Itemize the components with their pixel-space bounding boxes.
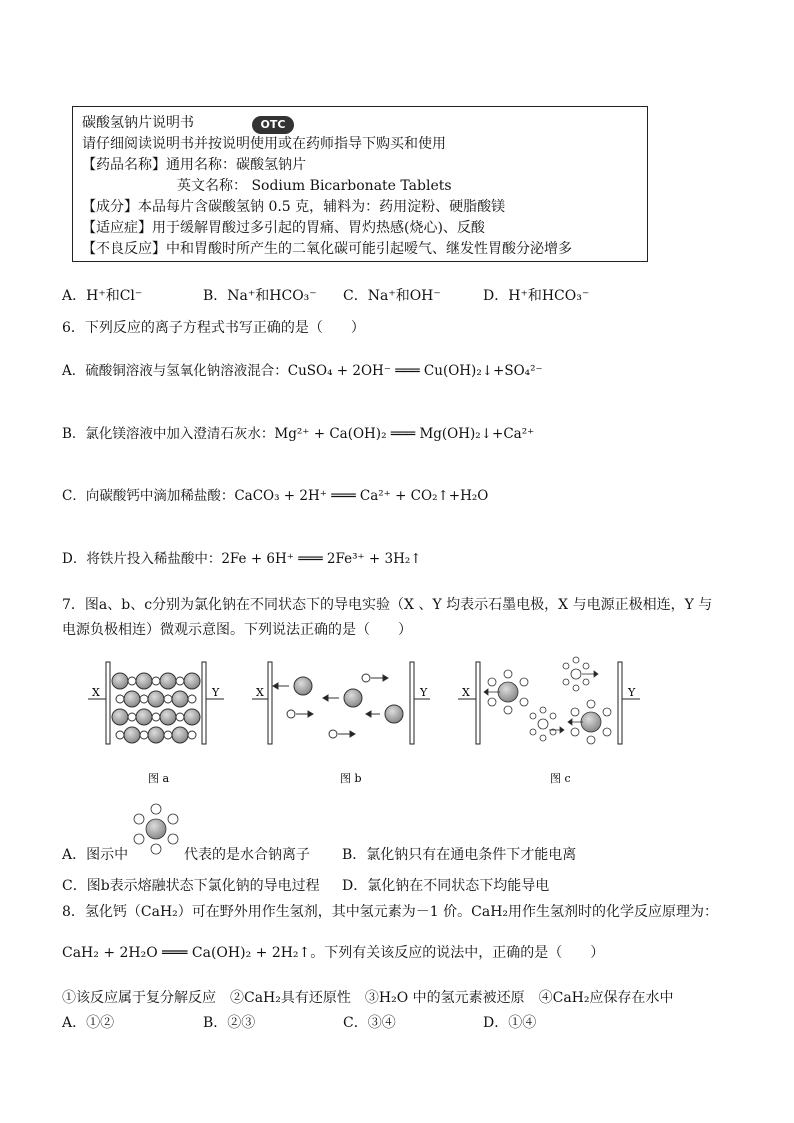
q6-stem: 6．下列反应的离子方程式书写正确的是（ ）: [62, 320, 365, 336]
electrode-y-label: Y: [212, 686, 220, 699]
instruction-line: 【适应症】用于缓解胃酸过多引起的胃痛、胃灼热感(烧心)、反酸: [82, 220, 485, 236]
figure-b-caption: 图 b: [340, 772, 362, 785]
q7-stem-line2: 电源负极相连）微观示意图。下列说法正确的是（ ）: [62, 622, 412, 638]
q6-option-b[interactable]: B．氯化镁溶液中加入澄清石灰水：Mg²⁺ + Ca(OH)₂ ═══ Mg(OH)₂↓+Ca²⁺: [62, 426, 535, 442]
electrode-y-label: Y: [628, 686, 636, 699]
q7-option-d[interactable]: D．氯化钠在不同状态下均能导电: [342, 878, 550, 894]
hydrated-ion-icon: [130, 800, 182, 858]
figure-a-caption: 图 a: [148, 772, 170, 785]
instruction-line: 【成分】本品每片含碳酸氢钠 0.5 克，辅料为：药用淀粉、硬脂酸镁: [82, 199, 506, 215]
instruction-line: 【药品名称】通用名称：碳酸氢钠片: [82, 157, 306, 173]
q7-option-a[interactable]: A．图示中: [62, 847, 129, 863]
q8-option-c[interactable]: C．③④: [343, 1015, 396, 1031]
electrode-y-label: Y: [420, 686, 428, 699]
instruction-line: 英文名称： Sodium Bicarbonate Tablets: [177, 178, 452, 194]
q8-option-d[interactable]: D．①④: [483, 1015, 537, 1031]
q7-option-c[interactable]: C．图b表示熔融状态下氯化钠的导电过程: [62, 878, 320, 894]
drug-instruction-box: [72, 106, 648, 262]
q8-equation-line: [62, 943, 604, 963]
q8-equation: CaH₂ + 2H₂O ═══ Ca(OH)₂ + 2H₂↑: [62, 945, 311, 961]
figure-c-caption: 图 c: [550, 772, 571, 785]
q6-option-a[interactable]: A．硫酸铜溶液与氢氧化钠溶液混合：CuSO₄ + 2OH⁻ ═══ Cu(OH)₂↓+SO₄²⁻: [62, 363, 543, 379]
q7-option-b[interactable]: B．氯化钠只有在通电条件下才能电离: [342, 847, 577, 863]
q8-stem-tail: 。下列有关该反应的说法中，正确的是（ ）: [310, 945, 605, 961]
q5-option-d[interactable]: D．H⁺和HCO₃⁻: [483, 288, 590, 304]
q6-option-d[interactable]: D．将铁片投入稀盐酸中：2Fe + 6H⁺ ═══ 2Fe³⁺ + 3H₂↑: [62, 551, 422, 567]
q7-option-a-suffix: 代表的是水合钠离子: [184, 847, 310, 863]
figure-c-diagram: [458, 657, 640, 785]
otc-badge: OTC: [252, 116, 294, 134]
q6-option-c[interactable]: C．向碳酸钙中滴加稀盐酸：CaCO₃ + 2H⁺ ═══ Ca²⁺ + CO₂↑+H₂O: [62, 488, 489, 504]
electrode-x-label: X: [92, 686, 100, 699]
instruction-line: 【不良反应】中和胃酸时所产生的二氧化碳可能引起嗳气、继发性胃酸分泌增多: [82, 241, 572, 257]
electrode-x-label: X: [462, 686, 470, 699]
q8-statements: ①该反应属于复分解反应 ②CaH₂具有还原性 ③H₂O 中的氢元素被还原 ④CaH₂应保存在水中: [62, 990, 674, 1006]
q5-option-b[interactable]: B．Na⁺和HCO₃⁻: [203, 288, 317, 304]
q7-stem-line1: 7．图a、b、c分别为氯化钠在不同状态下的导电实验（X 、Y 均表示石墨电极，X 与电源正极相连，Y 与: [62, 597, 713, 613]
q8-stem-line1: 8．氢化钙（CaH₂）可在野外用作生氢剂，其中氢元素为－1 价。CaH₂用作生氢剂时的化学反应原理为：: [62, 904, 719, 920]
conductivity-figures: [88, 652, 648, 792]
q8-option-b[interactable]: B．②③: [203, 1015, 256, 1031]
instruction-line: 请仔细阅读说明书并按说明使用或在药师指导下购买和使用: [82, 136, 446, 152]
electrode-x-label: X: [256, 686, 264, 699]
figure-a-diagram: [88, 662, 224, 785]
figure-b-diagram: [252, 662, 430, 785]
q8-option-a[interactable]: A．①②: [62, 1015, 115, 1031]
instruction-title: 碳酸氢钠片说明书: [82, 115, 194, 131]
q5-option-a[interactable]: A．H⁺和Cl⁻: [62, 288, 143, 304]
q5-option-c[interactable]: C．Na⁺和OH⁻: [343, 288, 441, 304]
